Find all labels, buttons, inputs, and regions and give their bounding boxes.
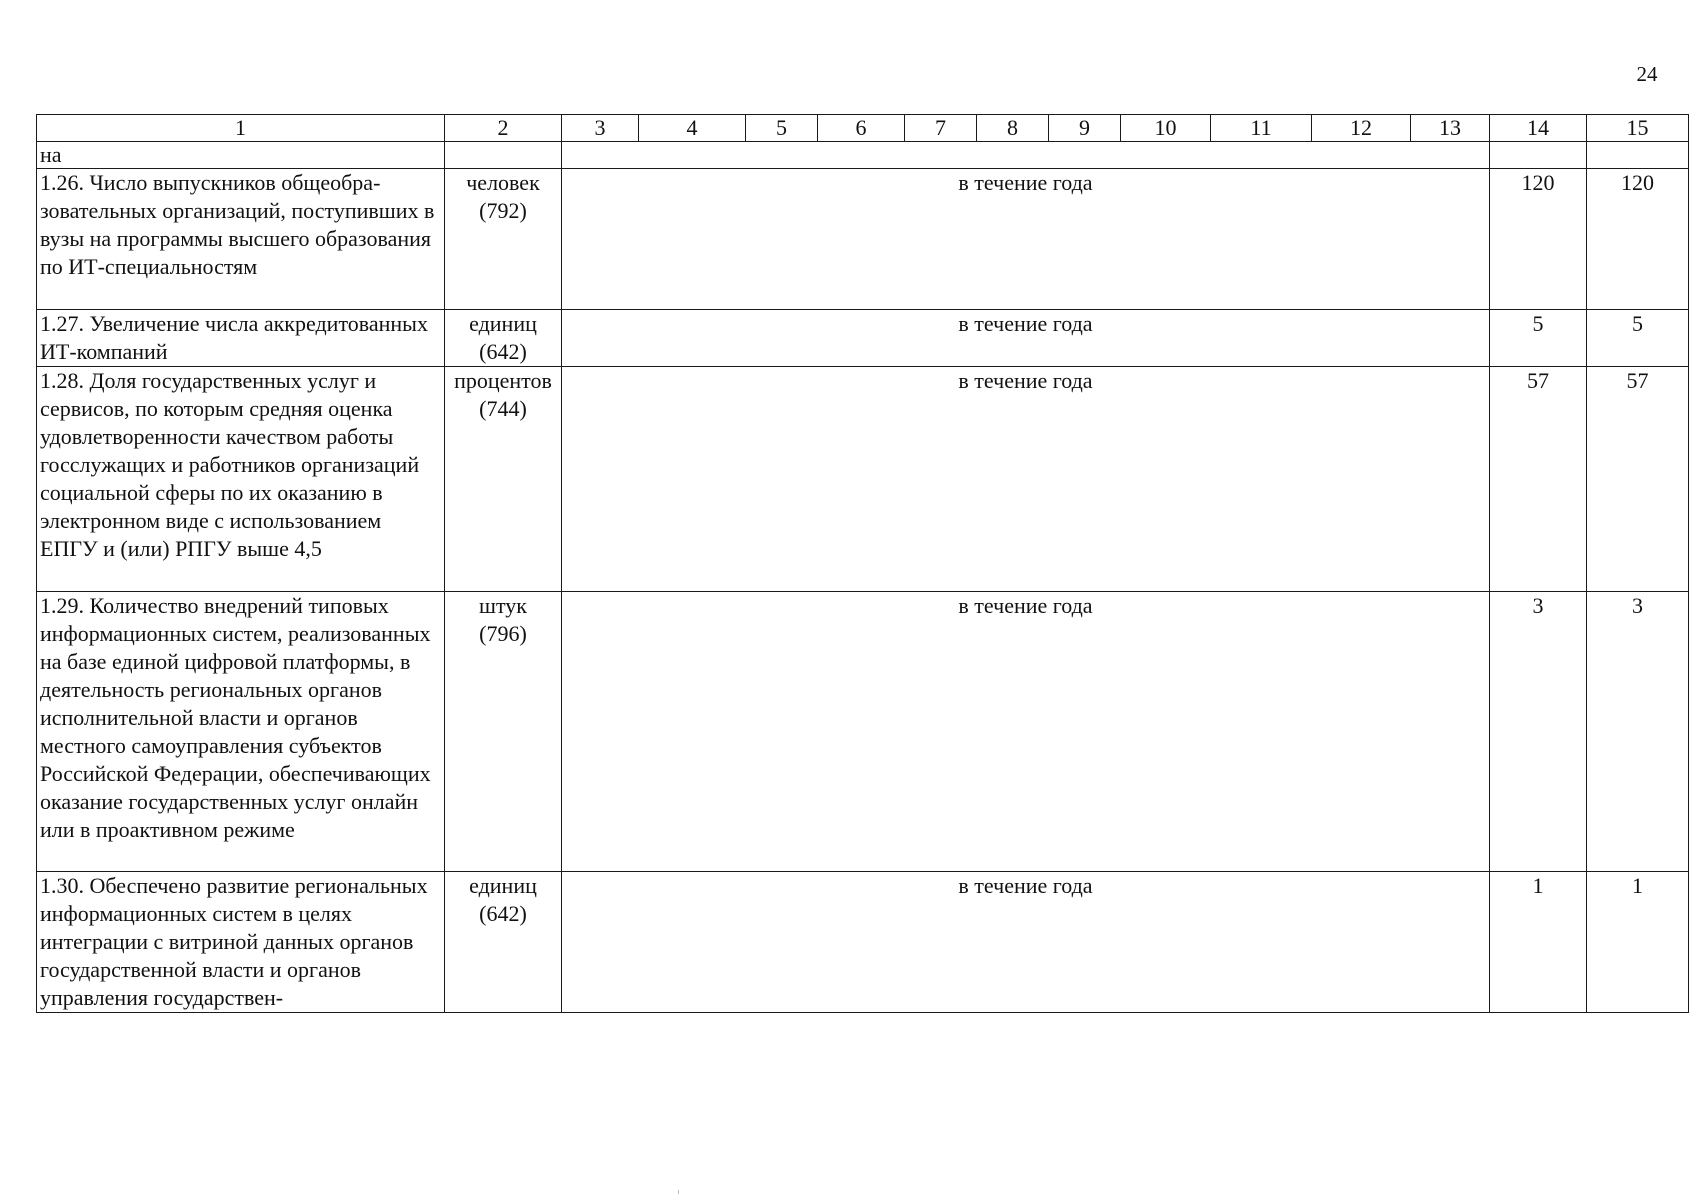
indicator-name: 1.30. Обеспечено развитие региональных информационных систем в целях интеграции с витриной данных органов государственной власти и органов управления государствен- bbox=[37, 872, 445, 1013]
period-cell: в течение года bbox=[562, 169, 1490, 310]
unit-code: (792) bbox=[479, 198, 527, 223]
table-row bbox=[37, 872, 1689, 1013]
column-number-header: 3 bbox=[562, 115, 639, 142]
column-number-header: 8 bbox=[977, 115, 1049, 142]
table-row bbox=[37, 169, 1689, 310]
empty-cell bbox=[445, 142, 562, 169]
unit-code: (642) bbox=[479, 901, 527, 926]
unit-cell bbox=[445, 872, 562, 1013]
value-col14: 5 bbox=[1490, 310, 1587, 367]
table-row bbox=[37, 592, 1689, 872]
column-number-header: 2 bbox=[445, 115, 562, 142]
indicators-table bbox=[36, 114, 1689, 1013]
column-number-header: 15 bbox=[1587, 115, 1689, 142]
empty-cell bbox=[562, 142, 1490, 169]
column-number-header: 11 bbox=[1211, 115, 1312, 142]
unit-code: (744) bbox=[479, 396, 527, 421]
unit-code: (796) bbox=[479, 621, 527, 646]
value-col14: 3 bbox=[1490, 592, 1587, 872]
unit-label: штук bbox=[479, 593, 527, 618]
unit-cell bbox=[445, 310, 562, 367]
value-col15: 3 bbox=[1587, 592, 1689, 872]
value-col14: 1 bbox=[1490, 872, 1587, 1013]
unit-label: человек bbox=[466, 170, 540, 195]
column-number-header: 10 bbox=[1121, 115, 1211, 142]
column-number-header: 12 bbox=[1312, 115, 1411, 142]
page-number: 24 bbox=[1636, 62, 1658, 86]
table-row bbox=[37, 310, 1689, 367]
column-number-header: 4 bbox=[639, 115, 746, 142]
period-cell: в течение года bbox=[562, 592, 1490, 872]
unit-label: единиц bbox=[469, 311, 537, 336]
value-col15: 5 bbox=[1587, 310, 1689, 367]
indicator-name: 1.29. Количество внедрений типовых информационных систем, реализованных на базе единой цифровой платформы, в деятельность региональных органов исполнительной власти и органов местного самоуправления субъектов Российской Федерации, обеспечивающих оказание государственных услуг онлайн или в проактивном режиме bbox=[37, 592, 445, 872]
period-cell: в течение года bbox=[562, 367, 1490, 592]
column-number-header: 13 bbox=[1411, 115, 1490, 142]
indicator-name: 1.28. Доля государственных услуг и сервисов, по которым средняя оценка удовлетворенности качеством работы госслужащих и работников организаций социальной сферы по их оказанию в электронном виде с использованием ЕПГУ и (или) РПГУ выше 4,5 bbox=[37, 367, 445, 592]
continuation-text: на bbox=[37, 142, 445, 169]
empty-cell bbox=[1490, 142, 1587, 169]
column-number-header: 6 bbox=[818, 115, 905, 142]
continuation-row bbox=[37, 142, 1689, 169]
value-col15: 120 bbox=[1587, 169, 1689, 310]
table-row bbox=[37, 367, 1689, 592]
column-number-header: 1 bbox=[37, 115, 445, 142]
period-cell: в течение года bbox=[562, 872, 1490, 1013]
value-col14: 120 bbox=[1490, 169, 1587, 310]
column-number-header: 5 bbox=[746, 115, 818, 142]
column-number-header-row bbox=[37, 115, 1689, 142]
indicator-name: 1.27. Увеличение числа аккредитованных ИТ-компаний bbox=[37, 310, 445, 367]
column-number-header: 7 bbox=[905, 115, 977, 142]
value-col15: 57 bbox=[1587, 367, 1689, 592]
scan-speck bbox=[678, 1190, 679, 1194]
unit-cell bbox=[445, 592, 562, 872]
value-col14: 57 bbox=[1490, 367, 1587, 592]
unit-cell bbox=[445, 169, 562, 310]
unit-code: (642) bbox=[479, 339, 527, 364]
empty-cell bbox=[1587, 142, 1689, 169]
unit-label: процентов bbox=[454, 368, 552, 393]
unit-cell bbox=[445, 367, 562, 592]
unit-label: единиц bbox=[469, 873, 537, 898]
column-number-header: 9 bbox=[1049, 115, 1121, 142]
indicator-name: 1.26. Число выпускников общеобразовательных организаций, поступивших в вузы на программы высшего образования по ИТ-специальностям bbox=[37, 169, 445, 310]
period-cell: в течение года bbox=[562, 310, 1490, 367]
column-number-header: 14 bbox=[1490, 115, 1587, 142]
value-col15: 1 bbox=[1587, 872, 1689, 1013]
